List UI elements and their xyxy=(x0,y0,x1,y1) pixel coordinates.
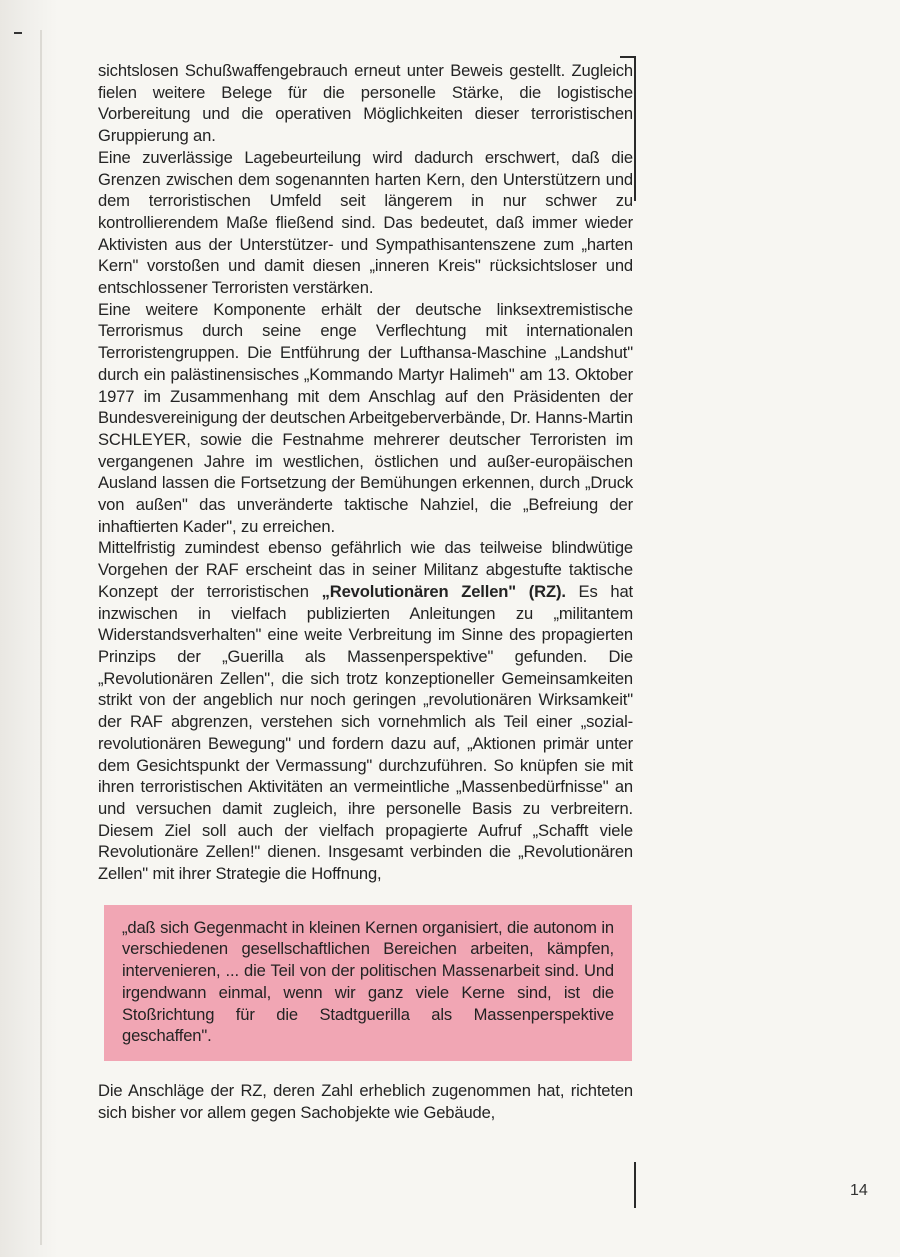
rz-bold-term: „Revolutionären Zellen" (RZ). xyxy=(321,581,566,601)
paragraph-4-rest: Es hat inzwischen in vielfach publizierten Anleitungen zu „militantem Widerstandsverhalten" eine weite Verbreitung im Sinne des propagierten Prinzips der „Guerilla als Massenperspektive" gefunden. Die „Revolutionären Zellen", die sich trotz konzeptioneller Gemeinsamkeiten strikt von der angeblich nur noch geringen „revolutionären Wirksamkeit" der RAF abgrenzen, verstehen sich vornehmlich als Teil einer „sozial-revolutionären Bewegung" und fordern dazu auf, „Aktionen primär unter dem Gesichtspunkt der Vermassung" durchzuführen. So knüpfen sie mit ihren terroristischen Aktivitäten an vermeintliche „Massenbedürfnisse" an und versuchen damit zugleich, ihre personelle Basis zu verbreitern. Diesem Ziel soll auch der vielfach propagierte Aufruf „Schafft viele Revolutionäre Zellen!" dienen. Insgesamt verbinden die „Revolutionären Zellen" mit ihrer Strategie die Hoffnung, xyxy=(98,581,633,884)
margin-rule-vertical-bottom xyxy=(634,1162,636,1208)
margin-rule-vertical-top xyxy=(634,56,636,201)
binding-shadow-line xyxy=(40,30,42,1245)
paragraph-4 xyxy=(98,537,633,884)
page-binding-edge xyxy=(0,0,58,1257)
margin-rule-top xyxy=(620,56,635,58)
paragraph-1: sichtslosen Schußwaffengebrauch erneut unter Beweis gestellt. Zugleich fielen weitere Belege für die personelle Stärke, die logistische Vorbereitung und die operativen Möglichkeiten dieser terroristischen Gruppierung an. xyxy=(98,61,633,146)
edge-dash-mark xyxy=(14,32,22,34)
highlighted-quote-box xyxy=(104,905,632,1061)
text-column xyxy=(98,60,633,1123)
paragraph-3: Eine weitere Komponente erhält der deutsche linksextremistische Terrorismus durch seine enge Verflechtung mit internationalen Terroristengruppen. Die Entführung der Lufthansa-Maschine „Landshut" durch ein palästinensisches „Kommando Martyr Halimeh" am 13. Oktober 1977 im Zusammenhang mit dem Anschlag auf den Präsidenten der Bundesvereinigung der deutschen Arbeitgeberverbände, Dr. Hanns-Martin SCHLEYER, sowie die Festnahme mehrerer deutscher Terroristen im vergangenen Jahre im westlichen, östlichen und außer-europäischen Ausland lassen die Fortsetzung der Bemühungen erkennen, durch „Druck von außen" das unveränderte taktische Nahziel, die „Befreiung der inhaftierten Kader", zu erreichen. xyxy=(98,299,633,536)
paragraph-4-intro: Mittelfristig zumindest ebenso gefährlich wie das teilweise blindwütige Vorgehen der RAF erscheint das in seiner Militanz abgestufte taktische Konzept der terroristischen xyxy=(98,538,633,601)
paragraph-2: Eine zuverlässige Lagebeurteilung wird dadurch erschwert, daß die Grenzen zwischen dem sogenannten harten Kern, den Unterstützern und dem terroristischen Umfeld seit längerem in nur schwer zu kontrollierendem Maße fließend sind. Das bedeutet, daß immer wieder Aktivisten aus der Unterstützer- und Sympathisantenszene zum „harten Kern" vorstoßen und damit diesen „inneren Kreis" rücksichtsloser und entschlossener Terroristen verstärken. xyxy=(98,147,633,298)
quote-text: „daß sich Gegenmacht in kleinen Kernen organisiert, die autonom in verschiedenen gesellschaftlichen Bereichen arbeiten, kämpfen, intervenieren, ... die Teil von der politischen Massenarbeit sind. Und irgendwann einmal, wenn wir ganz viele Kerne sind, ist die Stoßrichtung für die Stadtguerilla als Massenperspektive geschaffen". xyxy=(122,917,614,1046)
paragraph-5: Die Anschläge der RZ, deren Zahl erheblich zugenommen hat, richteten sich bisher vor allem gegen Sachobjekte wie Gebäude, xyxy=(98,1080,633,1122)
page-number: 14 xyxy=(850,1182,868,1199)
